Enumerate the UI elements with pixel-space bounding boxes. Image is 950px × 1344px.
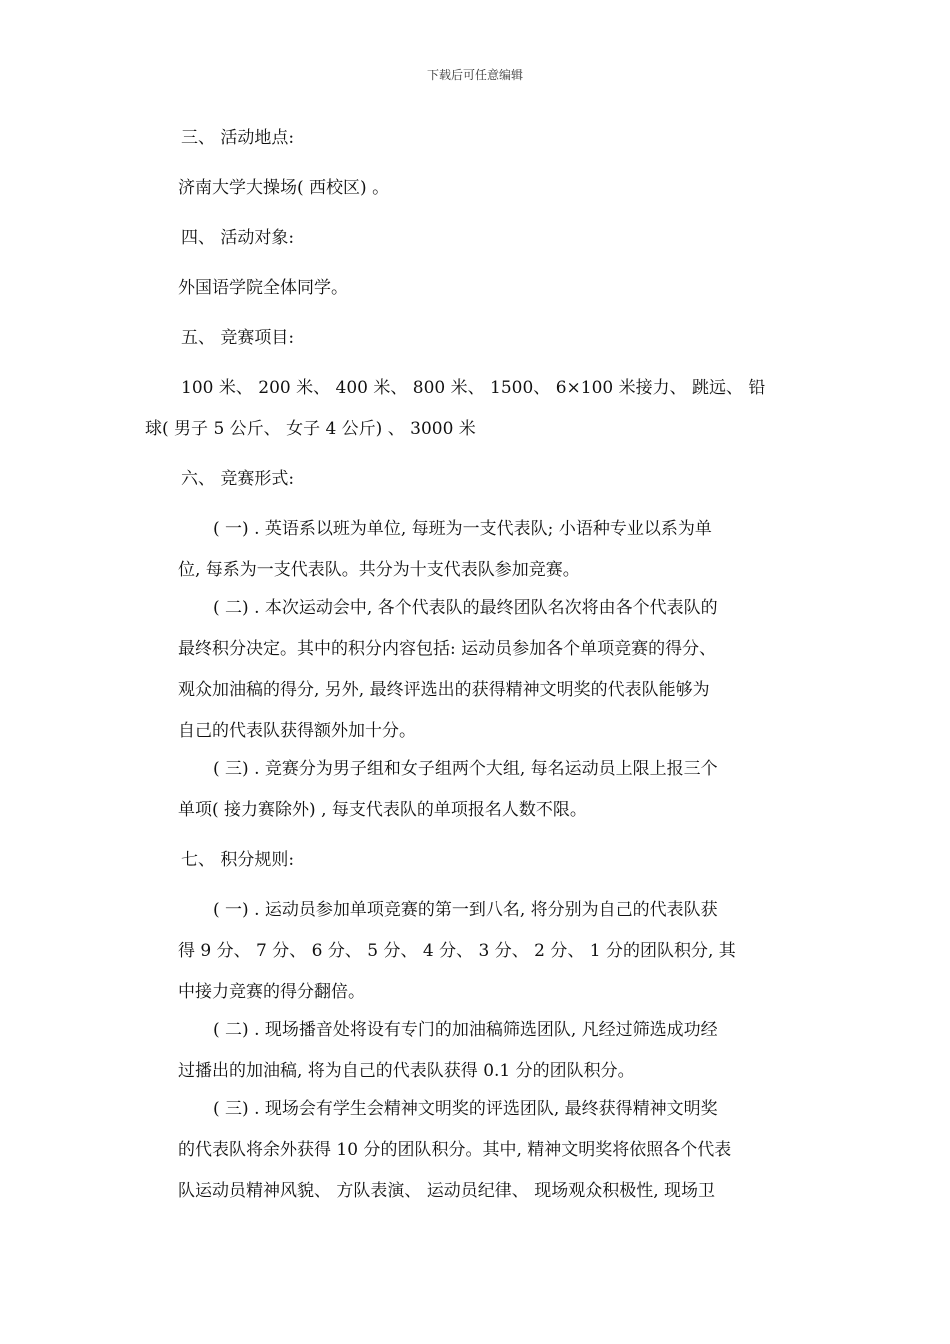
section-3-body: 济南大学大操场( 西校区) 。 (178, 178, 390, 198)
section-4-title: 四、 活动对象: (181, 228, 295, 248)
section-7-para-1-line-1: ( 一) . 运动员参加单项竞赛的第一到八名, 将分别为自己的代表队获 (213, 900, 718, 920)
section-7-para-2-line-2: 过播出的加油稿, 将为自己的代表队获得 0.1 分的团队积分。 (178, 1061, 635, 1081)
section-7-title: 七、 积分规则: (181, 850, 295, 870)
section-7-para-1-line-2: 得 9 分、 7 分、 6 分、 5 分、 4 分、 3 分、 2 分、 1 分的团队积分, 其 (178, 941, 736, 961)
section-7-para-1-line-3: 中接力竞赛的得分翻倍。 (178, 982, 365, 1002)
section-5-line-1: 100 米、 200 米、 400 米、 800 米、 1500、 6×100 米接力、 跳远、 铅 (181, 378, 766, 398)
section-6-para-3-line-1: ( 三) . 竞赛分为男子组和女子组两个大组, 每名运动员上限上报三个 (213, 759, 718, 779)
section-3-title: 三、 活动地点: (181, 128, 295, 148)
page-header: 下载后可任意编辑 (426, 68, 523, 82)
section-6-para-1-line-1: ( 一) . 英语系以班为单位, 每班为一支代表队; 小语种专业以系为单 (213, 519, 712, 539)
section-6-para-2-line-4: 自己的代表队获得额外加十分。 (178, 721, 416, 741)
section-5-title: 五、 竞赛项目: (181, 328, 295, 348)
section-7-para-3-line-3: 队运动员精神风貌、 方队表演、 运动员纪律、 现场观众积极性, 现场卫 (178, 1181, 716, 1201)
section-6-para-2-line-3: 观众加油稿的得分, 另外, 最终评选出的获得精神文明奖的代表队能够为 (178, 680, 710, 700)
section-6-title: 六、 竞赛形式: (181, 469, 295, 489)
section-5-line-2: 球( 男子 5 公斤、 女子 4 公斤) 、 3000 米 (145, 419, 476, 439)
section-7-para-2-line-1: ( 二) . 现场播音处将设有专门的加油稿筛选团队, 凡经过筛选成功经 (213, 1020, 718, 1040)
section-6-para-3-line-2: 单项( 接力赛除外) , 每支代表队的单项报名人数不限。 (178, 800, 587, 820)
section-7-para-3-line-1: ( 三) . 现场会有学生会精神文明奖的评选团队, 最终获得精神文明奖 (213, 1099, 718, 1119)
section-6-para-2-line-1: ( 二) . 本次运动会中, 各个代表队的最终团队名次将由各个代表队的 (213, 598, 718, 618)
section-6-para-1-line-2: 位, 每系为一支代表队。共分为十支代表队参加竞赛。 (178, 560, 580, 580)
section-4-body: 外国语学院全体同学。 (178, 278, 348, 298)
section-7-para-3-line-2: 的代表队将余外获得 10 分的团队积分。其中, 精神文明奖将依照各个代表 (178, 1140, 732, 1160)
section-6-para-2-line-2: 最终积分决定。其中的积分内容包括: 运动员参加各个单项竞赛的得分、 (178, 639, 717, 659)
